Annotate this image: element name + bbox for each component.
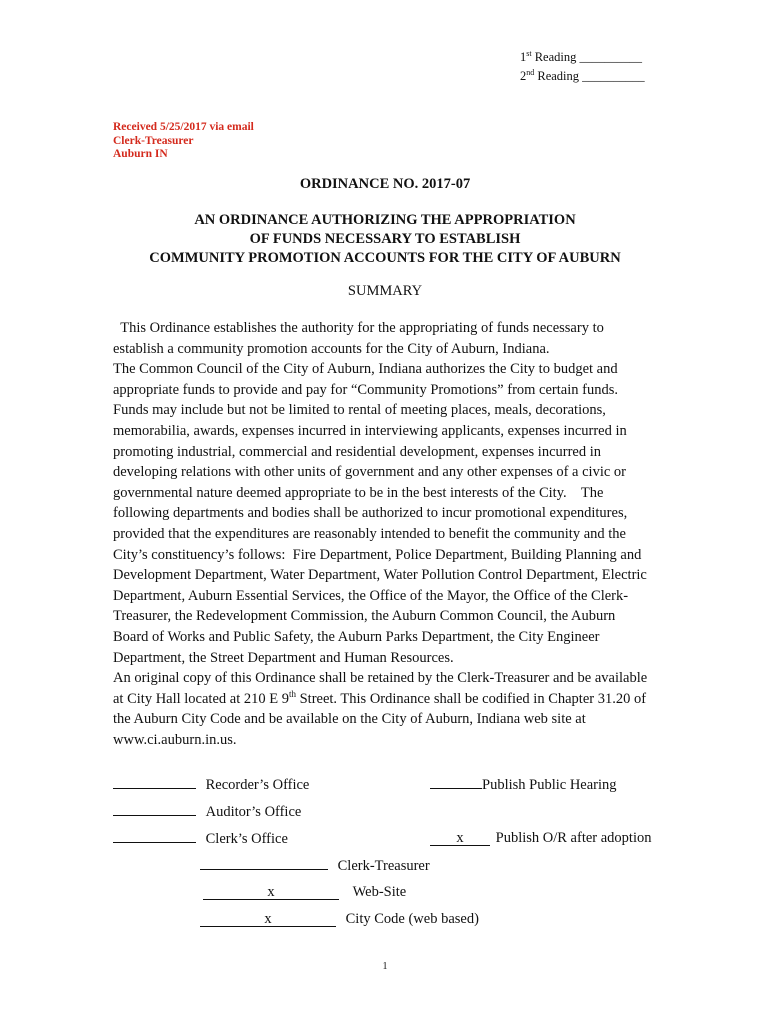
publish-public-hearing-label: Publish Public Hearing	[482, 777, 617, 793]
first-reading-line	[520, 46, 645, 65]
publish-or-mark[interactable]: x	[430, 832, 490, 846]
first-reading-label: Reading	[534, 50, 577, 65]
received-date: Received 5/25/2017 via email	[113, 121, 254, 133]
clerk-treasurer-blank[interactable]	[200, 856, 328, 870]
received-office: Clerk-Treasurer	[113, 134, 194, 147]
p3-text-after: Street. This Ordinance shall be codified in Chapter 31.20 of the Auburn City Code and be available on the City of Auburn, Indiana web site at www.ci.auburn.in.us.	[113, 690, 647, 748]
dist-auditors-office	[113, 802, 301, 821]
p3-superscript: th	[288, 688, 296, 699]
second-reading-label: Reading	[537, 69, 580, 84]
heading-line-1: AN ORDINANCE AUTHORIZING THE APPROPRIATION	[194, 212, 576, 228]
dist-publish-public-hearing	[430, 775, 617, 794]
reading-lines	[520, 46, 645, 84]
second-reading-suffix: nd	[526, 68, 535, 78]
second-reading-blank: __________	[582, 69, 645, 84]
ordinance-number: ORDINANCE NO. 2017-07	[299, 176, 471, 192]
page-number: 1	[382, 961, 388, 972]
recorders-office-blank[interactable]	[113, 775, 196, 789]
received-location: Auburn IN	[113, 148, 168, 160]
summary-body	[113, 318, 653, 750]
second-reading-line	[520, 65, 645, 84]
city-code-mark[interactable]: x	[200, 913, 336, 927]
dist-recorders-office	[113, 775, 309, 794]
city-code-label: City Code (web based)	[345, 911, 479, 927]
p3-text-before: An original copy of this Ordinance shall be retained by the Clerk-Treasurer and be available at City Hall located at 210 E 9	[113, 670, 648, 707]
heading-line-3: COMMUNITY PROMOTION ACCOUNTS FOR THE CITY OF AUBURN	[149, 250, 621, 266]
first-reading-number: 1	[520, 50, 527, 65]
publish-or-after-adoption-label: Publish O/R after adoption	[495, 830, 652, 846]
clerks-office-blank[interactable]	[113, 829, 196, 843]
second-reading-number: 2	[520, 69, 527, 84]
summary-paragraph-1: This Ordinance establishes the authority for the appropriating of funds necessary to establish a community promotion accounts for the City of Auburn, Indiana.	[113, 320, 608, 357]
clerks-office-label: Clerk’s Office	[205, 831, 288, 847]
summary-paragraph-2: The Common Council of the City of Auburn, Indiana authorizes the City to budget and appropriate funds to provide and pay for “Community Promotions” from certain funds. Funds may include but not be limited to rental of meeting places, meals, decorations, memorabilia, awards, expenses incurred in interviewing applicants, expenses incurred in promoting industrial, commercial and residential development, expenses incurred in developing relations with other units of government and any other expenses of a civic or governmental nature deemed appropriate to be in the best interests of the City. The following departments and bodies shall be authorized to incur promotional expenditures, provided that the expenditures are reasonably intended to benefit the community and the City’s constituency’s follows: Fire Department, Police Department, Building Planning and Development Department, Water Department, Water Pollution Control Department, Electric Department, Auburn Essential Services, the Office of the Mayor, the Office of the Clerk-Treasurer, the Redevelopment Commission, the Auburn Common Council, the Auburn Board of Works and Public Safety, the Auburn Parks Department, the City Engineer Department, the Street Department and Human Resources.	[113, 361, 651, 666]
summary-paragraph-3	[113, 668, 653, 750]
publish-public-hearing-blank[interactable]	[430, 775, 482, 789]
dist-web-site	[203, 883, 406, 901]
dist-clerk-treasurer	[200, 856, 430, 875]
dist-publish-or-after-adoption	[430, 829, 652, 847]
first-reading-blank: __________	[579, 50, 643, 65]
web-site-mark[interactable]: x	[203, 886, 339, 900]
dist-clerks-office	[113, 829, 288, 848]
clerk-treasurer-label: Clerk-Treasurer	[337, 858, 430, 874]
recorders-office-label: Recorder’s Office	[205, 777, 310, 793]
first-reading-suffix: st	[526, 49, 532, 58]
web-site-label: Web-Site	[352, 884, 407, 900]
dist-city-code	[200, 910, 479, 928]
received-stamp	[113, 121, 254, 162]
auditors-office-label: Auditor’s Office	[205, 804, 302, 820]
ordinance-heading	[0, 211, 770, 268]
summary-label: SUMMARY	[347, 283, 423, 299]
heading-line-2: OF FUNDS NECESSARY TO ESTABLISH	[249, 231, 521, 247]
auditors-office-blank[interactable]	[113, 802, 196, 816]
